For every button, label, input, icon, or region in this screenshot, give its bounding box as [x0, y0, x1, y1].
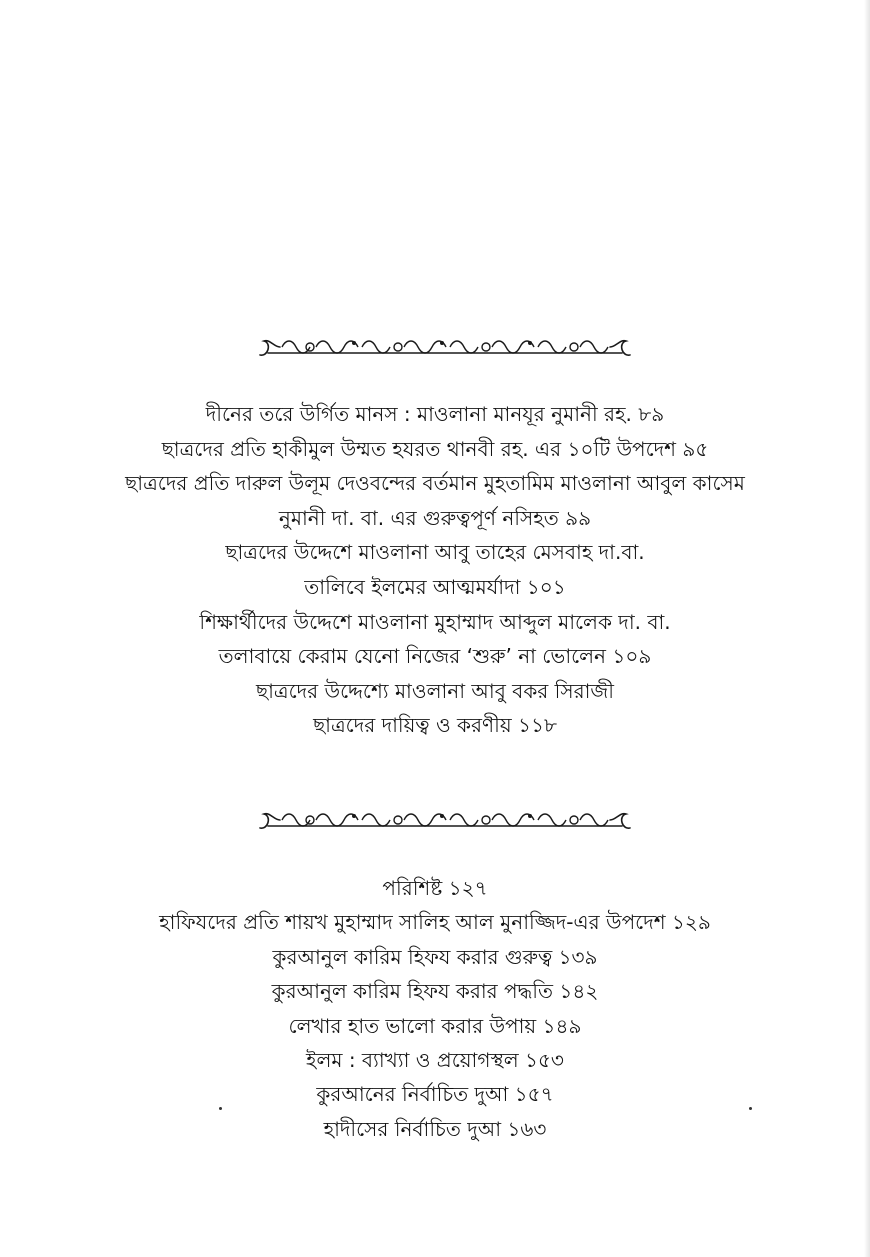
- toc-entry[interactable]: ইলম : ব্যাখ্যা ও প্রয়োগস্থল ১৫৩: [306, 1047, 564, 1072]
- scan-speck: [749, 1107, 752, 1110]
- toc-entry[interactable]: ছাত্রদের উদ্দেশে মাওলানা আবু তাহের মেসবাহ দা.বা.: [225, 540, 645, 565]
- toc-entry[interactable]: তালিবে ইলমের আত্মমর্যাদা ১০১: [304, 574, 566, 599]
- toc-entry[interactable]: ছাত্রদের প্রতি হাকীমুল উম্মত হযরত থানবী রহ. এর ১০টি উপদেশ ৯৫: [161, 436, 709, 461]
- toc-entry[interactable]: পরিশিষ্ট ১২৭: [382, 876, 488, 900]
- toc-entry[interactable]: দীনের তরে উর্গিত মানস : মাওলানা মানযূর নুমানী রহ. ৮৯: [205, 402, 665, 426]
- toc-entry[interactable]: ছাত্রদের উদ্দেশ্যে মাওলানা আবু বকর সিরাজী: [255, 678, 615, 703]
- toc-entry[interactable]: লেখার হাত ভালো করার উপায় ১৪৯: [288, 1013, 582, 1038]
- toc-entry[interactable]: নুমানী দা. বা. এর গুরুত্বপূর্ণ নসিহত ৯৯: [278, 505, 592, 530]
- toc-entry[interactable]: কুরআনুল কারিম হিফয করার পদ্ধতি ১৪২: [271, 979, 599, 1004]
- toc-section-one: [0, 397, 870, 743]
- toc-entry[interactable]: কুরআনুল কারিম হিফয করার গুরুত্ব ১৩৯: [272, 944, 598, 969]
- floral-divider-icon: [258, 335, 632, 359]
- floral-divider-icon: [258, 808, 632, 832]
- scan-speck: [219, 1107, 222, 1110]
- toc-entry[interactable]: হাফিযদের প্রতি শায়খ মুহাম্মাদ সালিহ আল মুনাজ্জিদ-এর উপদেশ ১২৯: [159, 910, 711, 935]
- toc-entry[interactable]: ছাত্রদের দায়িত্ব ও করণীয় ১১৮: [313, 713, 557, 738]
- toc-entry[interactable]: ছাত্রদের প্রতি দারুল উলূম দেওবন্দের বর্তমান মুহতামিম মাওলানা আবুল কাসেম: [125, 471, 745, 496]
- toc-entry[interactable]: হাদীসের নির্বাচিত দুআ ১৬৩: [323, 1116, 547, 1141]
- toc-entry[interactable]: শিক্ষার্থীদের উদ্দেশে মাওলানা মুহাম্মাদ আব্দুল মালেক দা. বা.: [199, 609, 671, 634]
- toc-section-two: [0, 871, 870, 1146]
- toc-entry[interactable]: তলাবায়ে কেরাম যেনো নিজের ‘শুরু’ না ভোলেন ১০৯: [218, 644, 652, 669]
- toc-entry[interactable]: কুরআনের নির্বাচিত দুআ ১৫৭: [316, 1082, 554, 1107]
- ornament-divider-middle: [258, 808, 632, 832]
- ornament-divider-top: [258, 335, 632, 359]
